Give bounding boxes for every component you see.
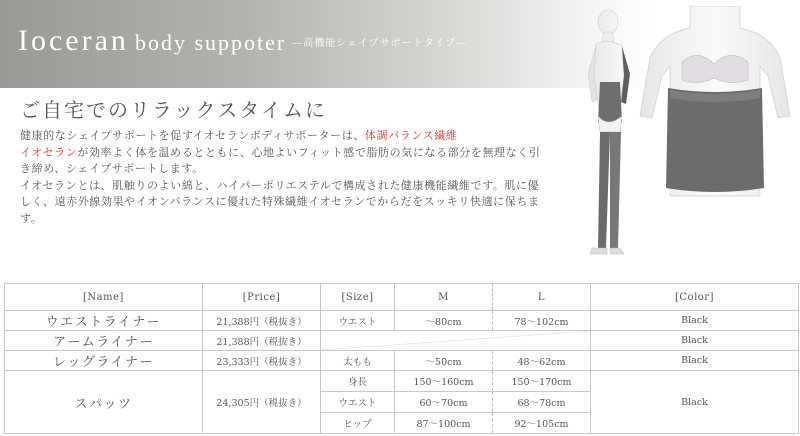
product-name: アームライナー [5,331,203,351]
header-color: [Color] [591,284,799,311]
product-price: 21,388円（税抜き） [203,331,321,351]
header-price: [Price] [203,284,321,311]
size-m: ～50cm [395,351,493,371]
table-row [5,351,799,371]
garment-mannequin-image [630,6,800,206]
size-m: ～80cm [395,311,493,331]
product-price: 24,305円（税抜き） [203,371,321,434]
size-l: 78～102cm [493,311,591,331]
product-color: Black [591,371,799,434]
header-size-l: L [493,284,591,311]
header-name: [Name] [5,284,203,311]
size-label: 太もも [321,351,395,371]
size-not-applicable [321,331,591,351]
highlight-ioceran: イオセラン [20,145,78,159]
size-m: 60～70cm [395,392,493,413]
highlight-fiber: 体調バランス繊維 [364,129,458,142]
size-m: 150～160cm [395,371,493,392]
table-header-row [5,284,799,311]
brand-product: body suppoter [134,30,287,55]
table-row [5,331,799,351]
header-size-m: M [395,284,493,311]
size-l: 68～78cm [493,392,591,413]
size-label: 身長 [321,371,395,392]
product-spec-table [4,283,799,434]
brand-name: Ioceran [18,24,129,57]
description-paragraph-2: イオセランとは、肌触りのよい綿と、ハイパーポリエステルで構成された健康機能繊維です。肌に優しく、遠赤外線効果やイオンバランスに優れた特殊繊維イオセランでからだをスッキリ快適に保ちます。 [20,178,540,225]
table-row [5,371,799,392]
size-m: 87～100cm [395,413,493,434]
description-part: が効率よく体を温めるとともに、心地よいフィット感で脂肪の気になる部分を無理なく引き締め、シェイプサポートします。 [20,145,541,175]
header-size: [Size] [321,284,395,311]
product-color: Black [591,311,799,331]
size-label: ヒップ [321,413,395,434]
size-l: 48～62cm [493,351,591,371]
size-l: 150～170cm [493,371,591,392]
size-label: ウエスト [321,311,395,331]
product-price: 21,388円（税抜き） [203,311,321,331]
product-name: レッグライナー [5,351,203,371]
size-label: ウエスト [321,392,395,413]
description-text [20,128,550,227]
product-price: 23,333円（税抜き） [203,351,321,371]
size-l: 92～105cm [493,413,591,434]
section-heading: ご自宅でのリラックスタイムに [20,98,327,122]
product-color: Black [591,331,799,351]
description-part: 健康的なシェイプサポートを促すイオセランボディサポーターは、 [20,129,365,142]
product-name: スパッツ [5,371,203,434]
table-row [5,311,799,331]
product-color: Black [591,351,799,371]
brand-title [18,24,467,58]
brand-tagline: —高機能シェイプサポートタイプ— [292,38,468,49]
product-name: ウエストライナー [5,311,203,331]
diagonal-line [321,331,590,350]
